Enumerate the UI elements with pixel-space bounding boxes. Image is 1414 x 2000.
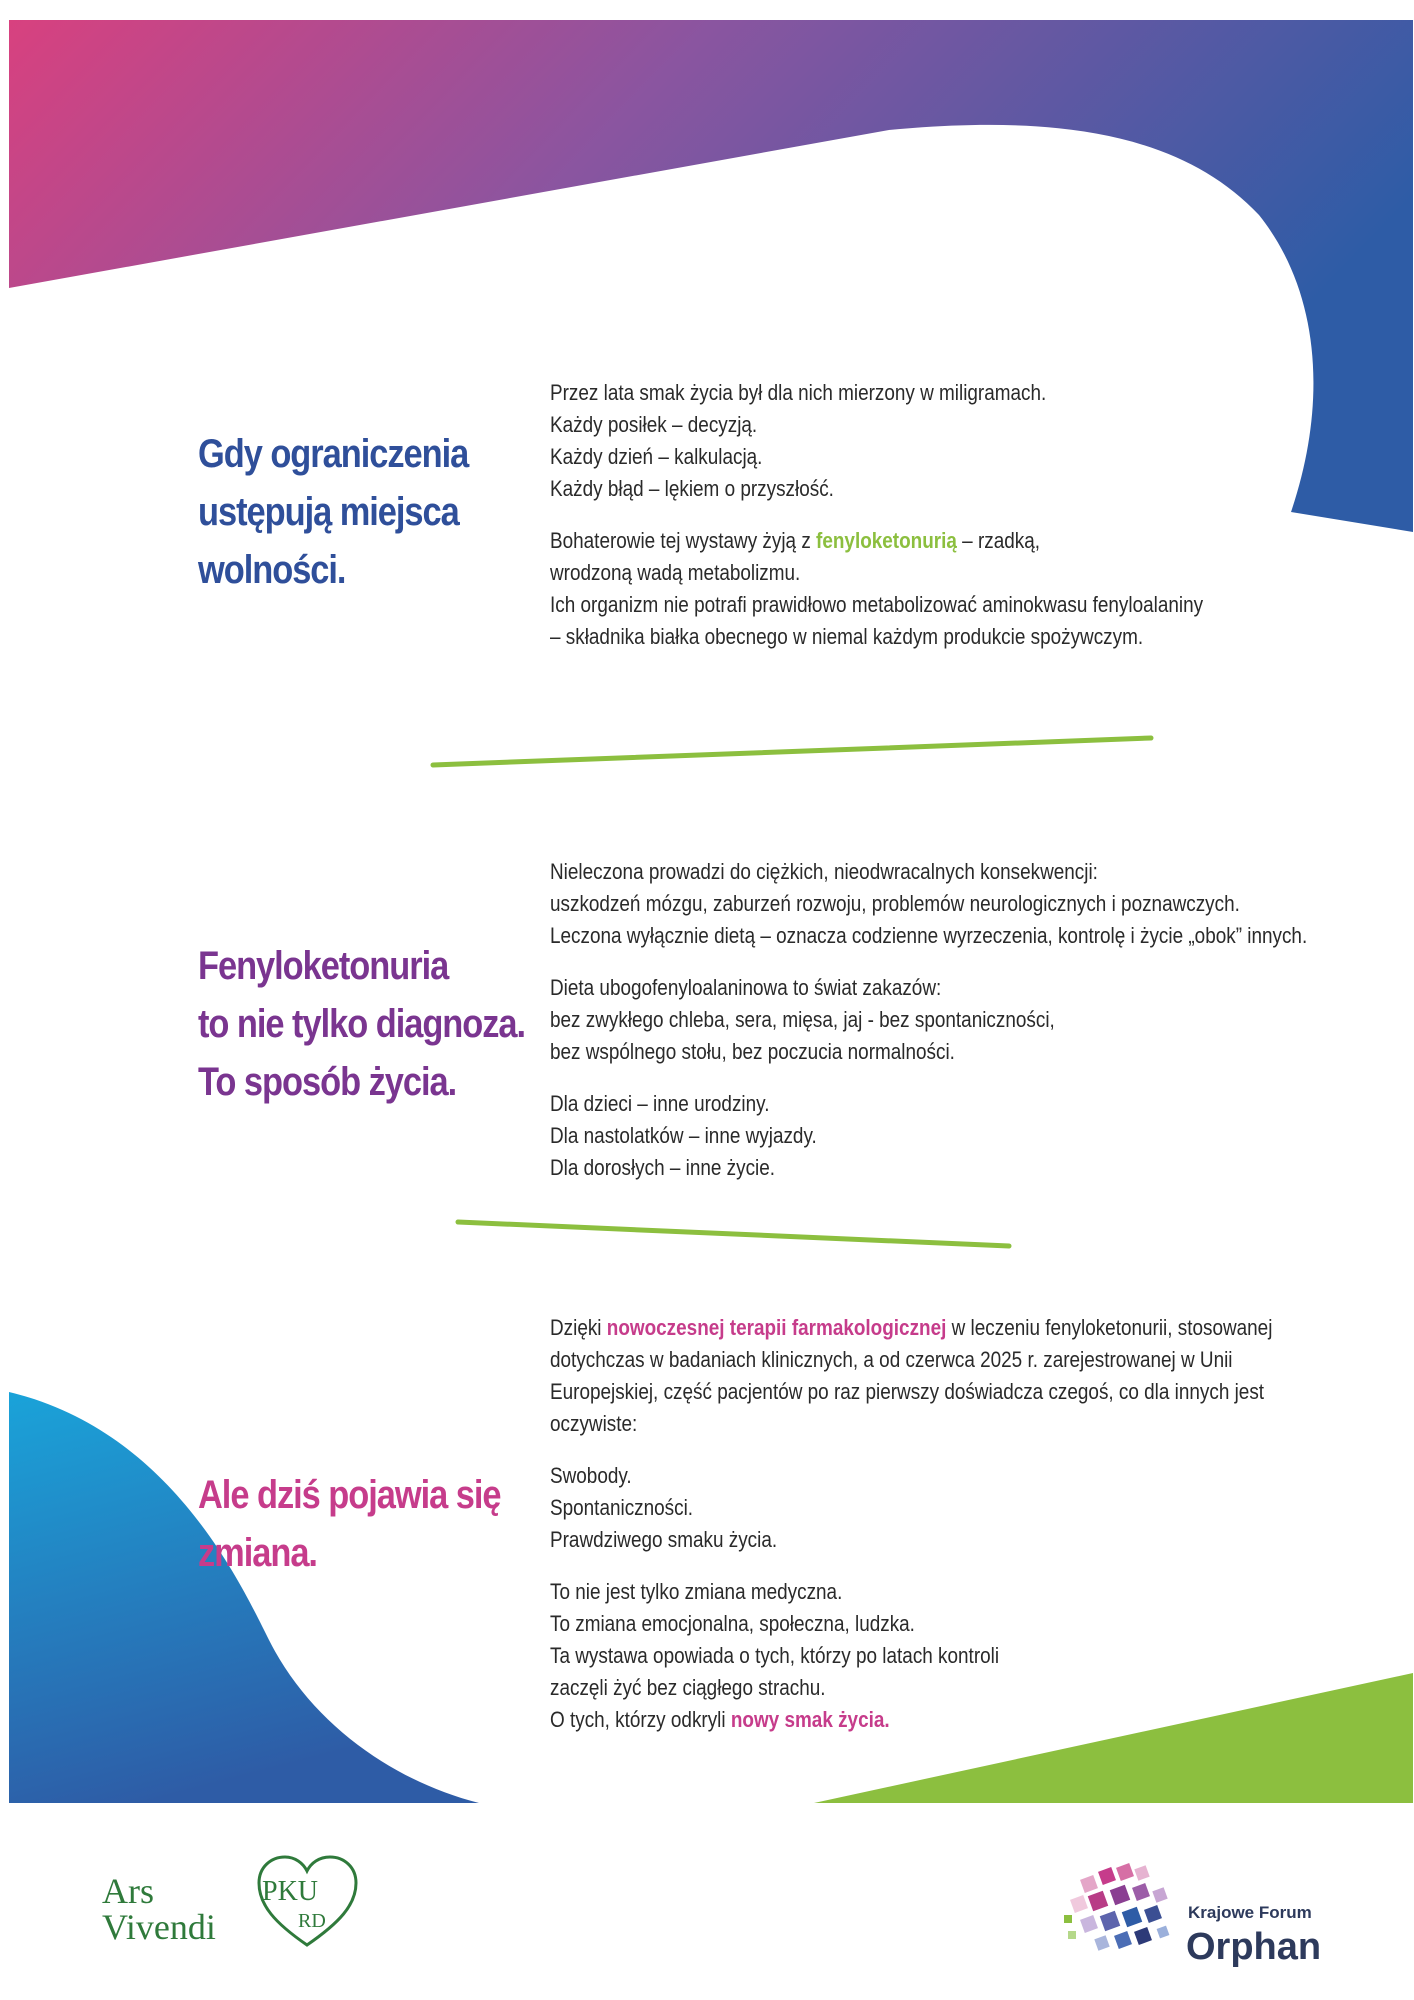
text-line: wrodzoną wadą metabolizmu. [550, 560, 801, 585]
text-line: Ich organizm nie potrafi prawidłowo metabolizować aminokwasu fenyloalaniny [550, 592, 1204, 617]
paragraph [550, 525, 1203, 653]
highlight-new-taste: nowy smak życia [730, 1707, 885, 1732]
text-line: To nie jest tylko zmiana medyczna. [550, 1579, 843, 1604]
text-line: To zmiana emocjonalna, społeczna, ludzka. [550, 1611, 915, 1636]
heading-line: Gdy ograniczenia [198, 432, 469, 476]
text-line: Leczona wyłącznie dietą – oznacza codzienne wyrzeczenia, kontrolę i życie „obok” innych. [550, 923, 1308, 948]
text-line: Każdy dzień – kalkulacją. [550, 444, 763, 469]
text-fragment: Dzięki [550, 1315, 607, 1340]
text-line: Spontaniczności. [550, 1495, 694, 1520]
body-section-2 [550, 856, 1307, 1204]
left-gradient-shape [9, 1392, 479, 1803]
orphan-mosaic-icon [1062, 1857, 1182, 1967]
text-line: zaczęli żyć bez ciągłego strachu. [550, 1675, 826, 1700]
text-fragment: O tych, którzy odkryli [550, 1707, 731, 1732]
text-line: Dla dorosłych – inne życie. [550, 1155, 776, 1180]
paragraph [550, 1576, 1272, 1736]
paragraph [550, 972, 1307, 1068]
heading-line: ustępują miejsca [198, 490, 459, 534]
text-line: oczywiste: [550, 1411, 638, 1436]
heading-section-1 [198, 425, 468, 599]
text-fragment: – rzadką, [956, 528, 1040, 553]
divider-line-1 [433, 738, 1151, 765]
text-line [550, 1704, 1272, 1736]
divider-line-2 [458, 1222, 1009, 1246]
text-line [550, 1312, 1272, 1344]
text-line: Dla nastolatków – inne wyjazdy. [550, 1123, 817, 1148]
text-line: Dieta ubogofenyloalaninowa to świat zakazów: [550, 975, 942, 1000]
text-line: bez zwykłego chleba, sera, mięsa, jaj - bez spontaniczności, [550, 1007, 1055, 1032]
logo-text: Ars [102, 1871, 154, 1911]
rd-logo-text: RD [298, 1910, 326, 1932]
ars-vivendi-logo [102, 1873, 216, 1945]
paragraph [550, 1460, 1272, 1556]
text-line: Nieleczona prowadzi do ciężkich, nieodwracalnych konsekwencji: [550, 859, 1098, 884]
heading-line: zmiana. [198, 1531, 317, 1575]
highlight-fenyloketonuria: fenyloketonurią [816, 528, 957, 553]
text-line: bez wspólnego stołu, bez poczucia normalności. [550, 1039, 955, 1064]
paragraph [550, 856, 1307, 952]
body-section-3 [550, 1312, 1272, 1756]
text-fragment: w leczeniu fenyloketonurii, stosowanej [946, 1315, 1273, 1340]
text-line: dotychczas w badaniach klinicznych, a od czerwca 2025 r. zarejestrowanej w Unii [550, 1347, 1233, 1372]
text-line: Dla dzieci – inne urodziny. [550, 1091, 770, 1116]
text-line: Każdy posiłek – decyzją. [550, 412, 758, 437]
highlight-therapy: nowoczesnej terapii farmakologicznej [606, 1315, 947, 1340]
text-line: Ta wystawa opowiada o tych, którzy po latach kontroli [550, 1643, 1000, 1668]
orphan-logo-text: Orphan [1186, 1926, 1322, 1968]
paragraph [550, 377, 1203, 505]
heading-line: Fenyloketonuria [198, 944, 449, 988]
body-section-1 [550, 377, 1203, 673]
krajowe-forum-text: Krajowe Forum [1188, 1903, 1312, 1922]
text-fragment: . [884, 1707, 890, 1732]
text-line: Swobody. [550, 1463, 632, 1488]
text-line: uszkodzeń mózgu, zaburzeń rozwoju, problemów neurologicznych i poznawczych. [550, 891, 1240, 916]
text-fragment: Bohaterowie tej wystawy żyją z [550, 528, 817, 553]
text-line: Europejskiej, część pacjentów po raz pierwszy doświadcza czegoś, co dla innych jest [550, 1379, 1265, 1404]
heading-line: wolności. [198, 548, 346, 592]
heading-line: To sposób życia. [198, 1060, 457, 1104]
text-line [550, 525, 1203, 557]
text-line: Prawdziwego smaku życia. [550, 1527, 778, 1552]
pku-logo-text: PKU [262, 1876, 319, 1907]
logo-text: Vivendi [102, 1907, 216, 1947]
heading-line: Ale dziś pojawia się [198, 1473, 501, 1517]
heading-section-3 [198, 1466, 500, 1582]
paragraph [550, 1312, 1272, 1440]
text-line: – składnika białka obecnego w niemal każdym produkcie spożywczym. [550, 624, 1144, 649]
heading-section-2 [198, 937, 525, 1111]
text-line: Przez lata smak życia był dla nich mierzony w miligramach. [550, 380, 1047, 405]
paragraph [550, 1088, 1307, 1184]
heading-line: to nie tylko diagnoza. [198, 1002, 526, 1046]
text-line: Każdy błąd – lękiem o przyszłość. [550, 476, 834, 501]
